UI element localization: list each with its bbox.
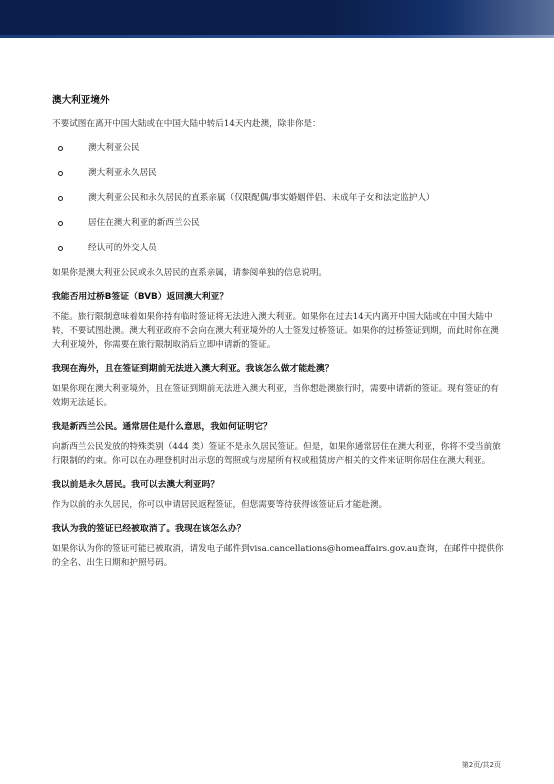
bullet-circle-icon xyxy=(58,246,63,251)
faq-answer: 作为以前的永久居民，你可以申请居民返程签证，但您需要等待获得该签证后才能赴澳。 xyxy=(52,500,388,510)
intro-paragraph: 不要试图在离开中国大陆或在中国大陆中转后14天内赴澳，除非你是： xyxy=(52,119,321,129)
faq-section xyxy=(52,420,507,468)
faq-section xyxy=(52,478,507,512)
faq-answer: 如果你现在澳大利亚境外，且在签证到期前无法进入澳大利亚，当你想赴澳旅行时，需要申请新的签证。现有签证的有效期无法延长。 xyxy=(52,384,499,408)
bullet-circle-icon xyxy=(58,146,63,151)
header-bar xyxy=(0,0,554,38)
document-body xyxy=(52,94,507,580)
bullet-circle-icon xyxy=(58,221,63,226)
faq-section xyxy=(52,522,507,570)
faq-section xyxy=(52,290,507,352)
page-title: 澳大利亚境外 xyxy=(52,95,110,106)
faq-answer: 不能。旅行限制意味着如果你持有临时签证将无法进入澳大利亚。如果你在过去14天内离开中国大陆或在中国大陆中转，不要试图赴澳。澳大利亚政府不会向在澳大利亚境外的人士签发过桥签证。如果你的过桥签证到期，而此时你在澳大利亚境外，你需要在旅行限制取消后立即申请新的签证。 xyxy=(52,312,499,350)
faq-heading: 我以前是永久居民。我可以去澳大利亚吗？ xyxy=(52,480,220,490)
faq-answer: 如果你认为你的签证可能已被取消，请发电子邮件到visa.cancellations@homeaffairs.gov.au查询，在邮件中提供你的全名、出生日期和护照号码。 xyxy=(52,544,504,568)
list-item: 澳大利亚公民和永久居民的直系亲属（仅限配偶/事实婚姻伴侣、未成年子女和法定监护人） xyxy=(52,191,507,205)
faq-heading: 我是新西兰公民。通常居住是什么意思，我如何证明它？ xyxy=(52,422,272,432)
list-item: 居住在澳大利亚的新西兰公民 xyxy=(52,216,507,230)
faq-answer: 向新西兰公民发放的特殊类别（444 类）签证不是永久居民签证。但是，如果你通常居住在澳大利亚，你将不受当前旅行限制的约束。你可以在办理登机时出示您的驾照或与房屋所有权或租赁房产相关的文件来证明你居住在澳大利亚。 xyxy=(52,442,501,466)
list-item: 经认可的外交人员 xyxy=(52,241,507,255)
page-number: 第2页/共2页 xyxy=(461,761,501,769)
list-item: 澳大利亚永久居民 xyxy=(52,166,507,180)
list-item: 澳大利亚公民 xyxy=(52,141,507,155)
faq-section xyxy=(52,362,507,410)
faq-heading: 我现在海外，且在签证到期前无法进入澳大利亚。我该怎么做才能赴澳？ xyxy=(52,364,334,374)
faq-heading: 我能否用过桥B签证（BVB）返回澳大利亚？ xyxy=(52,292,229,302)
bullet-circle-icon xyxy=(58,171,63,176)
eligibility-list xyxy=(52,141,507,255)
faq-heading: 我认为我的签证已经被取消了。我现在该怎么办？ xyxy=(52,524,246,534)
bullet-circle-icon xyxy=(58,196,63,201)
family-note-paragraph: 如果你是澳大利亚公民或永久居民的直系亲属，请参阅单独的信息说明。 xyxy=(52,268,328,278)
